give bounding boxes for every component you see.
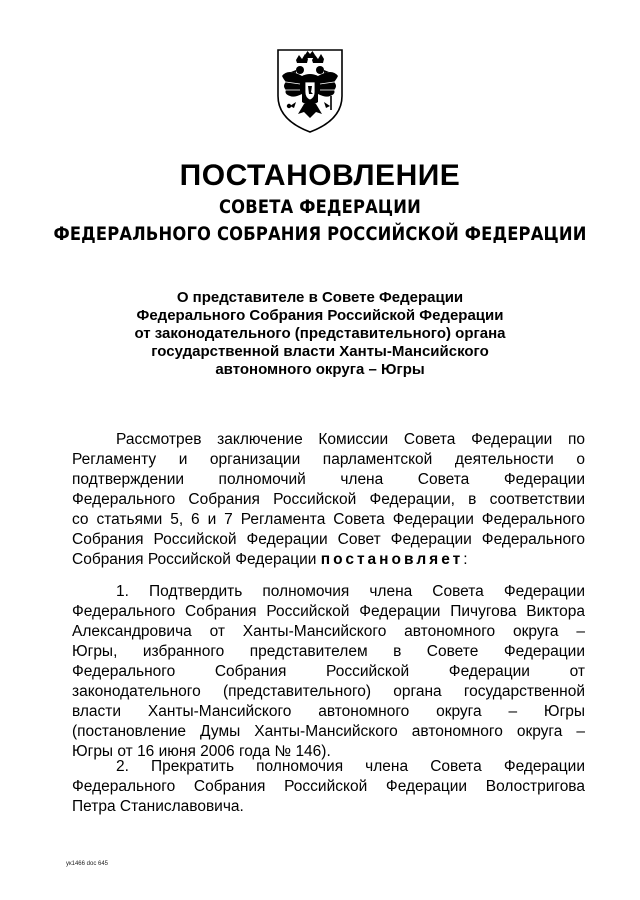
issuer-line-1: СОВЕТА ФЕДЕРАЦИИ — [219, 196, 421, 218]
text-line: Собрания Российской Федерации Совет Федерации Федерального — [72, 531, 585, 548]
text-line: Югры от 16 июня 2006 года № 146). — [72, 743, 331, 760]
text-line: Регламенту и организации парламентской деятельности о — [72, 451, 585, 468]
text-line: Федерального Собрания Российской Федерации от — [72, 663, 585, 680]
text-line: со статьями 5, 6 и 7 Регламента Совета Федерации Федерального — [72, 511, 585, 528]
text-line: Федерального Собрания Российской Федерации Волостригова — [72, 778, 585, 795]
text-line: Александровича от Ханты-Мансийского автономного округа – — [72, 623, 585, 640]
subject-line: государственной власти Ханты-Мансийского — [151, 343, 489, 360]
item-1-paragraph — [72, 582, 585, 762]
document-subject — [120, 289, 520, 379]
document-code: ук1466 doc 645 — [66, 861, 108, 867]
text-line: Югры, избранного представителем в Совете Федерации — [72, 643, 585, 660]
russian-coat-of-arms-icon — [272, 46, 348, 134]
text-line: Федерального Собрания Российской Федерации, в соответствии — [72, 491, 585, 508]
text-line — [72, 550, 585, 570]
document-title: ПОСТАНОВЛЕНИЕ — [179, 159, 461, 192]
coat-of-arms-emblem — [272, 46, 348, 134]
text-line: (постановление Думы Ханты-Мансийского автономного округа – — [72, 723, 585, 740]
subject-line: Федерального Собрания Российской Федерации — [136, 307, 504, 324]
issuer-line-2: ФЕДЕРАЛЬНОГО СОБРАНИЯ РОССИЙСКОЙ ФЕДЕРАЦИИ — [53, 223, 587, 245]
preamble-tail: Собрания Российской Федерации — [72, 551, 317, 568]
text-line: власти Ханты-Мансийского автономного округа – Югры — [72, 703, 585, 720]
text-line: Рассмотрев заключение Комиссии Совета Федерации по — [116, 431, 585, 448]
subject-line: О представителе в Совете Федерации — [176, 289, 464, 306]
decree-colon: : — [463, 551, 468, 568]
text-line: Федерального Собрания Российской Федерации Пичугова Виктора — [72, 603, 585, 620]
text-line: подтверждении полномочий члена Совета Федерации — [72, 471, 585, 488]
preamble-paragraph — [72, 430, 585, 570]
text-line: 2. Прекратить полномочия члена Совета Федерации — [116, 758, 585, 775]
decree-verb: постановляет — [320, 551, 464, 568]
text-line: 1. Подтвердить полномочия члена Совета Федерации — [116, 583, 585, 600]
text-line: Петра Станиславовича. — [72, 798, 244, 815]
subject-line: автономного округа – Югры — [215, 361, 425, 378]
text-line: законодательного (представительного) органа государственной — [72, 683, 585, 700]
subject-line: от законодательного (представительного) органа — [134, 325, 506, 342]
item-2-paragraph — [72, 757, 585, 817]
